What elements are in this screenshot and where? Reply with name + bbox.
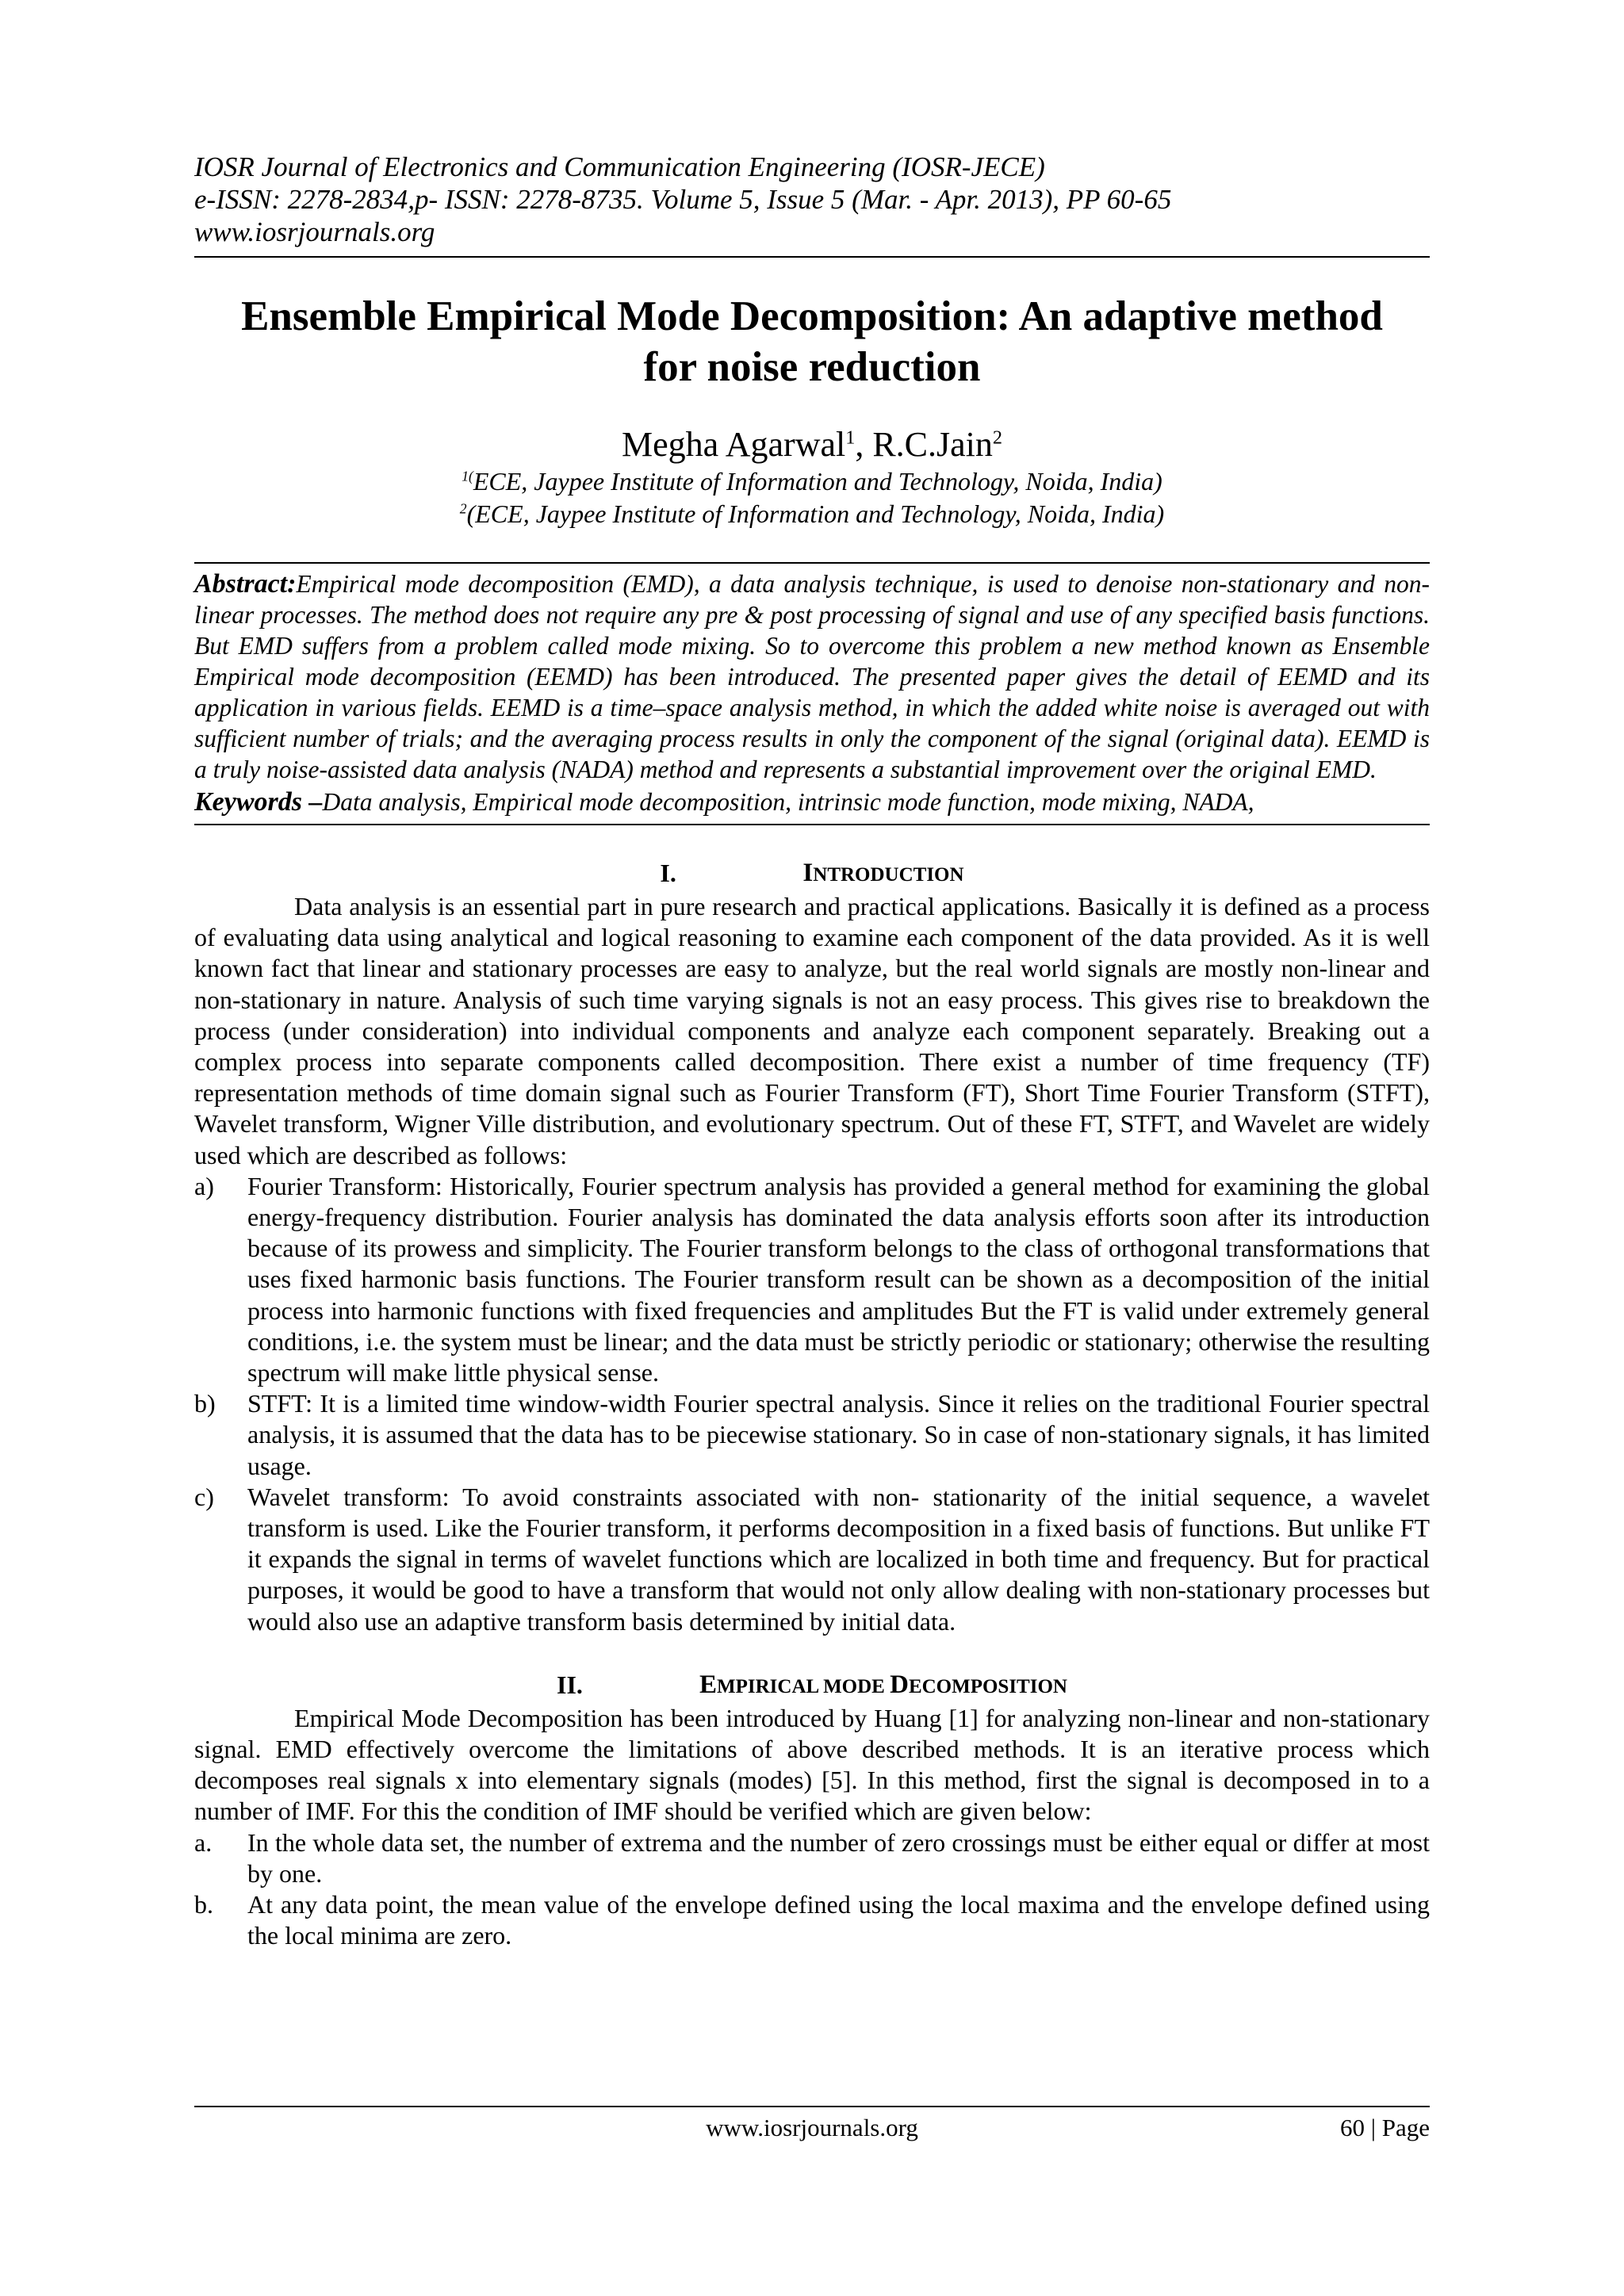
footer-divider [194,2106,1430,2107]
author-2-sup: 2 [992,427,1002,449]
transform-list [194,1171,1430,1637]
abstract-text: Empirical mode decomposition (EMD), a data analysis technique, is used to denoise non-stationary and non-linear processes. The method does not require any pre & post processing of signal and use of any specified basis functions. But EMD suffers from a problem called mode mixing. So to overcome this problem a new method known as Ensemble Empirical mode decomposition (EEMD) has been introduced. The presented paper gives the detail of EEMD and its application in various fields. EEMD is a time–space analysis method, in which the added white noise is averaged out with sufficient number of trials; and the averaging process results in only the component of the signal (original data). EEMD is a truly noise-assisted data analysis (NADA) method and represents a substantial improvement over the original EMD. [194,570,1430,783]
page-number: 60 | Page [1340,2114,1430,2141]
section-number: I. [660,859,676,887]
header-divider [194,256,1430,258]
section-number: II. [557,1670,583,1699]
author-1-sup: 1 [845,427,856,449]
affiliation-2 [194,498,1430,530]
journal-header [194,151,1430,248]
section-heading-emd [194,1669,1430,1703]
introduction-paragraph: Data analysis is an essential part in pure research and practical applications. Basically it is defined as a process of evaluating data using analytical and logical reasoning to examine each component of the data provided. As it is well known fact that linear and stationary processes are easy to analyze, but the real world signals are mostly non-linear and non-stationary in nature. Analysis of such time varying signals is not an easy process. This gives rise to breakdown the process (under consideration) into individual components and analyze each component separately. Breaking out a complex process into separate components called decomposition. There exist a number of time frequency (TF) representation methods of time domain signal such as Fourier Transform (FT), Short Time Fourier Transform (STFT), Wavelet transform, Wigner Ville distribution, and evolutionary spectrum. Out of these FT, STFT, and Wavelet are widely used which are described as follows: [194,892,1430,1169]
list-item-label: a. [194,1827,213,1857]
list-item-label: c) [194,1482,214,1511]
section-title-rest-2: ECOMPOSITION [908,1675,1067,1697]
title-line-1: Ensemble Empirical Mode Decomposition: An adaptive method [241,293,1383,339]
list-item-text: At any data point, the mean value of the envelope defined using the local maxima and the envelope defined using the local minima are zero. [247,1890,1430,1950]
affiliation-1-sup: 1( [462,468,473,484]
list-item [194,1889,1430,1951]
footer-site: www.iosrjournals.org [706,2114,918,2141]
list-item-text: Wavelet transform: To avoid constraints associated with non- stationarity of the initial sequence, a wavelet transform is used. Like the Fourier transform, it performs decomposition in a fixed basis of functions. But unlike FT it expands the signal in terms of wavelet functions which are localized in both time and frequency. But for practical purposes, it would be good to have a transform that would not only allow dealing with non-stationary processes but would also use an adaptive transform basis determined by initial data. [247,1482,1430,1636]
abstract [194,568,1430,785]
title-line-2: for noise reduction [643,344,981,390]
list-item-text: In the whole data set, the number of extrema and the number of zero crossings must be either equal or differ at most by one. [247,1827,1430,1888]
section-title [802,857,963,891]
keywords [194,786,1430,817]
list-item-label: a) [194,1171,214,1200]
journal-name: IOSR Journal of Electronics and Communication Engineering (IOSR-JECE) [194,151,1045,182]
list-item [194,1388,1430,1482]
affiliation-2-text: (ECE, Jaypee Institute of Information and Technology, Noida, India) [466,499,1165,528]
imf-condition-list [194,1827,1430,1952]
section-title-initial: I [802,859,814,887]
keywords-text: Data analysis, Empirical mode decomposition, intrinsic mode function, mode mixing, NADA, [322,788,1254,816]
journal-issn: e-ISSN: 2278-2834,p- ISSN: 2278-8735. Volume 5, Issue 5 (Mar. - Apr. 2013), PP 60-65 [194,184,1172,215]
author-1: Megha Agarwal [621,425,846,464]
journal-site: www.iosrjournals.org [194,216,435,247]
keywords-label: Keywords – [194,787,323,817]
author-list [194,424,1430,465]
list-item-text: Fourier Transform: Historically, Fourier spectrum analysis has provided a general method for examining the global energy-frequency distribution. Fourier analysis has dominated the data analysis efforts soon after its introduction because of its prowess and simplicity. The Fourier transform belongs to the class of orthogonal transformations that uses fixed harmonic basis functions. The Fourier transform result can be shown as a decomposition of the initial process into harmonic functions with fixed frequencies and amplitudes But the FT is valid under extremely general conditions, i.e. the system must be linear; and the data must be strictly periodic or stationary; otherwise the resulting spectrum will make little physical sense. [247,1171,1430,1387]
affiliation-1-text: ECE, Jaypee Institute of Information and Technology, Noida, India) [473,467,1162,496]
section-title-initial-2: D [890,1670,909,1699]
author-2: R.C.Jain [872,425,993,464]
abstract-label: Abstract: [194,569,297,599]
section-title-rest: MPIRICAL MODE [717,1675,891,1697]
list-item-label: b) [194,1389,216,1418]
keywords-bottom-divider [194,824,1430,825]
section-title-initial: E [699,1670,718,1699]
list-item [194,1827,1430,1889]
list-item [194,1482,1430,1637]
paper-title [194,291,1430,392]
affiliation-1 [194,465,1430,498]
affiliation-2-sup: 2 [459,500,467,517]
page-content [194,151,1430,1952]
section-title [699,1669,1067,1703]
list-item-label: b. [194,1890,213,1919]
list-item [194,1171,1430,1388]
author-separator: , [855,425,873,464]
section-heading-introduction [194,857,1430,891]
abstract-top-divider [194,562,1430,564]
list-item-text: STFT: It is a limited time window-width Fourier spectral analysis. Since it relies on the traditional Fourier spectral analysis, it is assumed that the data has to be piecewise stationary. So in case of non-stationary signals, it has limited usage. [247,1389,1430,1480]
emd-paragraph: Empirical Mode Decomposition has been introduced by Huang [1] for analyzing non-linear and non-stationary signal. EMD effectively overcome the limitations of above described methods. It is an iterative process which decomposes real signals x into elementary signals (modes) [5]. In this method, first the signal is decomposed in to a number of IMF. For this the condition of IMF should be verified which are given below: [194,1703,1430,1826]
section-title-rest: NTRODUCTION [813,864,964,886]
